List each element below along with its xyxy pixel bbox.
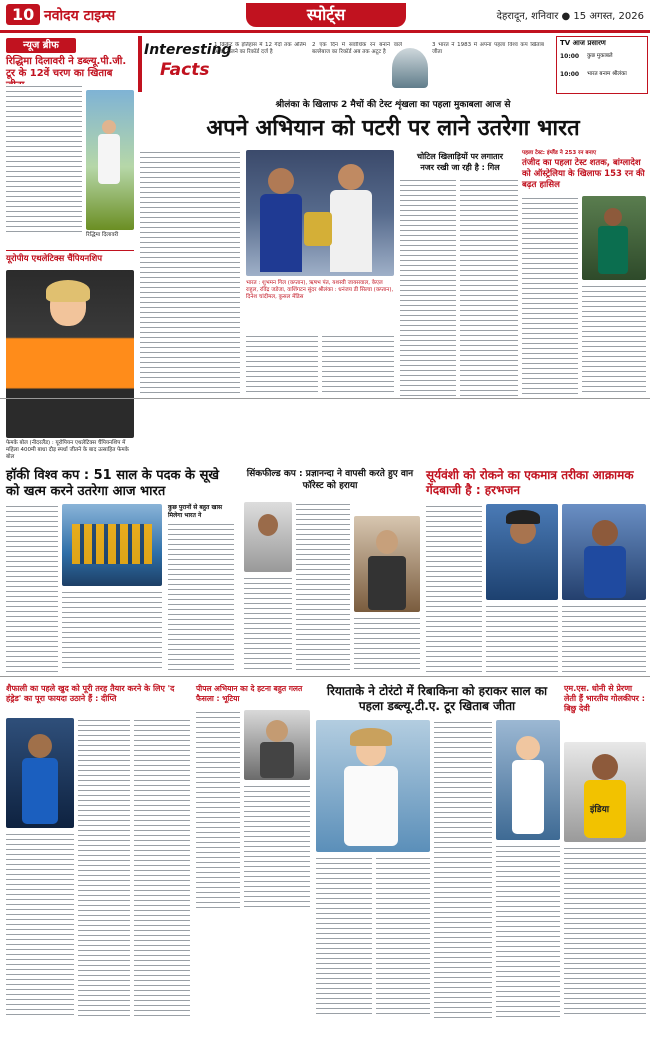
rybakina-body-1 xyxy=(316,856,372,1018)
section-title: स्पोर्ट्स xyxy=(246,3,406,27)
divider-2 xyxy=(0,676,650,677)
harbhajan-body-1 xyxy=(426,504,482,672)
chess-player-photo-1 xyxy=(244,502,292,572)
tv-row-2: भारत बनाम श्रीलंका xyxy=(587,71,627,77)
chess-player-photo-2 xyxy=(354,516,420,612)
sinquefield-body-1 xyxy=(296,502,350,672)
lead-body-col-1 xyxy=(140,150,240,396)
bhutia-body-2 xyxy=(244,784,310,910)
rybakina-body-4 xyxy=(496,844,560,1018)
lead-body-col-5 xyxy=(460,178,518,396)
dhoni-body xyxy=(564,846,646,1018)
divider xyxy=(0,398,650,399)
right-lead-body-2 xyxy=(582,284,646,396)
tv-time-2: 10:00 xyxy=(560,71,580,78)
hockey-body-1 xyxy=(6,504,58,672)
news-brief-body xyxy=(6,84,82,232)
bhutia-photo xyxy=(244,710,310,780)
lead-body-col-3 xyxy=(322,334,394,396)
tv-time-1: 10:00 xyxy=(560,53,580,60)
athlete-photo xyxy=(6,270,134,438)
right-lead-kicker: पहला टेस्ट: इंग्लैंड ने 253 रन बनाए xyxy=(522,150,596,156)
bhutia-body-1 xyxy=(196,710,240,910)
shafali-headline: शैफाली का पहले खुद को पूरी तरह तैयार करने के लिए 'द हंड्रेड' का पूरा फायदा उठाने हैं : दीप्ति xyxy=(6,684,175,703)
lead-photo xyxy=(246,150,394,276)
fact-1: 1 क्रिकेट के इतिहास में 12 गेंदों तक अंतिम ओवर डालने का रिकॉर्ड दर्ज है xyxy=(214,42,306,56)
paper-name: नवोदय टाइम्स xyxy=(44,8,116,24)
hockey-headline: हॉकी विश्व कप : 51 साल के पदक के सूखे को खत्म करने उतरेगा आज भारत xyxy=(6,468,219,499)
lead-sub-2: नजर रखी जा रही है : गिल xyxy=(420,163,500,172)
fact-person-photo xyxy=(392,48,428,88)
rybakina-body-2 xyxy=(376,856,430,1018)
rybakina-photo xyxy=(316,720,430,852)
dhoni-headline: एम.एस. धोनी से प्रेरणा लेती हैं भारतीय गोलकीपर : बिछु देवी xyxy=(564,684,645,713)
shafali-body-2 xyxy=(6,832,74,1018)
athlete-caption: फेमके बोल (नीदरलैंड) : यूरोपियन एथलेटिक्स चैंपियनशिप में महिला 400मी बाधा दौड़ स्पर्धा जीतने के बाद उत्साहित फेमके बोल xyxy=(6,440,129,460)
news-brief-tag: न्यूज ब्रीफ xyxy=(6,38,76,53)
facts-title-2: Facts xyxy=(160,60,210,80)
european-champ-headline: यूरोपीय एथलेटिक्स चैंपियनशिप xyxy=(6,250,134,265)
lead-kicker: श्रीलंका के खिलाफ 2 मैचों की टेस्ट शृंखला का पहला मुकाबला आज से xyxy=(275,100,511,110)
sinquefield-headline: सिंकफील्ड कप : प्रज्ञानन्दा ने वापसी करते हुए वान फॉरेस्ट को हराया xyxy=(246,469,414,491)
golfer-caption: रिद्धिमा दिलावरी xyxy=(86,232,119,238)
right-lead-photo xyxy=(582,196,646,280)
lead-body-col-4 xyxy=(400,178,456,396)
rybakina-photo-2 xyxy=(496,720,560,840)
tv-box-title: TV आज प्रसारण xyxy=(560,39,606,47)
shafali-photo xyxy=(6,718,74,828)
news-brief-headline: रिद्धिमा दिलावरी ने डब्ल्यू.पी.जी. टूर के 12वें चरण का खिताब xyxy=(6,56,127,79)
right-lead-headline: तंजीद का पहला टेस्ट शतक, बांग्लादेश को ऑस्ट्रेलिया के खिलाफ 153 रन की बढ़त हासिल xyxy=(522,158,645,190)
harbhajan-body-3 xyxy=(562,604,646,672)
lead-body-col-2 xyxy=(246,334,318,396)
tv-row-1: कुछ मुकाबले xyxy=(587,53,613,59)
suryavanshi-photo xyxy=(562,504,646,600)
facts-accent-bar xyxy=(138,36,142,92)
rybakina-headline: रियाताके ने टोरंटो में रिबाकिना को हराकर साल का पहला डब्ल्यू.टी.ए. टूर खिताब जीता xyxy=(326,684,548,713)
right-lead-body-1 xyxy=(522,196,578,396)
harbhajan-body-2 xyxy=(486,604,558,672)
sinquefield-body-3 xyxy=(354,616,420,672)
goalkeeper-photo xyxy=(564,742,646,842)
tv-box xyxy=(556,36,648,94)
hockey-photo xyxy=(62,504,162,586)
fact-2: 2 एक दिन में सर्वाधिक रन बनाने वाले बल्लेबाज का रिकॉर्ड अब तक अटूट है xyxy=(312,42,402,56)
lead-photo-caption: भारत : शुभमन गिल (कप्तान), ऋषभ पंत, यशस्वी जायसवाल, केएल राहुल, रविंद्र जडेजा, वाशिंगटन सुंदर श्रीलंका : धनंजय डी सिल्वा (कप्तान), दिनेश चांदीमल, कुसल मेंडिस xyxy=(246,280,394,300)
harbhajan-headline: सूर्यवंशी को रोकने का एकमात्र तरीका आक्रामक गेंदबाजी है : हरभजन xyxy=(426,468,634,497)
sinquefield-body-2 xyxy=(244,576,292,672)
shafali-body-3 xyxy=(134,718,190,1018)
fact-3: 3 भारत ने 1983 में अपना पहला विश्व कप खिताब जीता xyxy=(432,42,544,56)
lead-sub-1: चोटिल खिलाड़ियों पर लगातार xyxy=(417,152,503,161)
shafali-body-1 xyxy=(78,718,130,1018)
lead-headline: अपने अभियान को पटरी पर लाने उतरेगा भारत xyxy=(206,116,580,141)
dateline: देहरादून, शनिवार ● 15 अगस्त, 2026 xyxy=(496,11,644,22)
hockey-body-3 xyxy=(168,522,234,672)
goalkeeper-jersey-text: इंडिया xyxy=(590,805,610,815)
page-number: 10 xyxy=(6,4,40,25)
harbhajan-photo xyxy=(486,504,558,600)
hockey-side-headline: कुछ पुरानों से बहुत खास मिलेगा भारत ने xyxy=(168,504,223,519)
rybakina-body-3 xyxy=(434,720,492,1018)
bhutia-headline: पीपल अभियान का दे हटना बहुत गलत फैसला : भूटिया xyxy=(196,684,303,703)
hockey-body-2 xyxy=(62,590,162,672)
golfer-photo xyxy=(86,90,134,230)
facts-title-1: Interesting xyxy=(144,42,232,58)
